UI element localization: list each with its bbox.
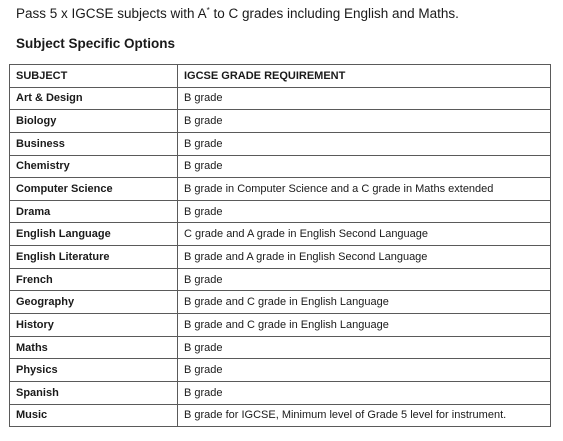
requirement-cell: B grade and C grade in English Language bbox=[178, 291, 551, 314]
requirement-cell: B grade bbox=[178, 110, 551, 133]
requirement-cell: B grade bbox=[178, 381, 551, 404]
column-header-subject: SUBJECT bbox=[10, 65, 178, 88]
requirement-cell: B grade bbox=[178, 155, 551, 178]
table-row bbox=[10, 178, 551, 201]
table-row bbox=[10, 291, 551, 314]
table-row bbox=[10, 87, 551, 110]
table-row bbox=[10, 110, 551, 133]
subject-cell: Biology bbox=[10, 110, 178, 133]
table-row bbox=[10, 132, 551, 155]
intro-text-start: Pass 5 x IGCSE subjects with A bbox=[16, 6, 207, 21]
subject-cell: Drama bbox=[10, 200, 178, 223]
subject-cell: Business bbox=[10, 132, 178, 155]
subject-cell: Spanish bbox=[10, 381, 178, 404]
column-header-requirement: IGCSE GRADE REQUIREMENT bbox=[178, 65, 551, 88]
subject-cell: Maths bbox=[10, 336, 178, 359]
intro-text-end: to C grades including English and Maths. bbox=[209, 6, 459, 21]
subject-cell: Music bbox=[10, 404, 178, 427]
table-row bbox=[10, 223, 551, 246]
intro-superscript: * bbox=[206, 6, 210, 15]
subject-cell: French bbox=[10, 268, 178, 291]
subject-cell: Computer Science bbox=[10, 178, 178, 201]
subject-cell: Chemistry bbox=[10, 155, 178, 178]
table-row bbox=[10, 359, 551, 382]
requirement-cell: B grade bbox=[178, 132, 551, 155]
table-row bbox=[10, 336, 551, 359]
requirement-cell: B grade bbox=[178, 200, 551, 223]
subject-requirements-table bbox=[9, 64, 551, 427]
subject-cell: English Language bbox=[10, 223, 178, 246]
requirement-cell: B grade and C grade in English Language bbox=[178, 314, 551, 337]
table-row bbox=[10, 246, 551, 269]
requirement-cell: C grade and A grade in English Second Language bbox=[178, 223, 551, 246]
table-row bbox=[10, 404, 551, 427]
table-row bbox=[10, 200, 551, 223]
subject-cell: History bbox=[10, 314, 178, 337]
requirement-cell: B grade in Computer Science and a C grade in Maths extended bbox=[178, 178, 551, 201]
table-row bbox=[10, 381, 551, 404]
table-row bbox=[10, 268, 551, 291]
table-header-row bbox=[10, 65, 551, 88]
requirement-cell: B grade for IGCSE, Minimum level of Grade 5 level for instrument. bbox=[178, 404, 551, 427]
requirement-cell: B grade bbox=[178, 336, 551, 359]
subject-cell: Geography bbox=[10, 291, 178, 314]
section-heading: Subject Specific Options bbox=[16, 36, 176, 51]
subject-cell: English Literature bbox=[10, 246, 178, 269]
requirement-cell: B grade bbox=[178, 359, 551, 382]
subject-cell: Art & Design bbox=[10, 87, 178, 110]
requirement-cell: B grade and A grade in English Second Language bbox=[178, 246, 551, 269]
requirement-cell: B grade bbox=[178, 87, 551, 110]
intro-text bbox=[16, 5, 459, 23]
subject-cell: Physics bbox=[10, 359, 178, 382]
requirement-cell: B grade bbox=[178, 268, 551, 291]
table-row bbox=[10, 155, 551, 178]
table-row bbox=[10, 314, 551, 337]
